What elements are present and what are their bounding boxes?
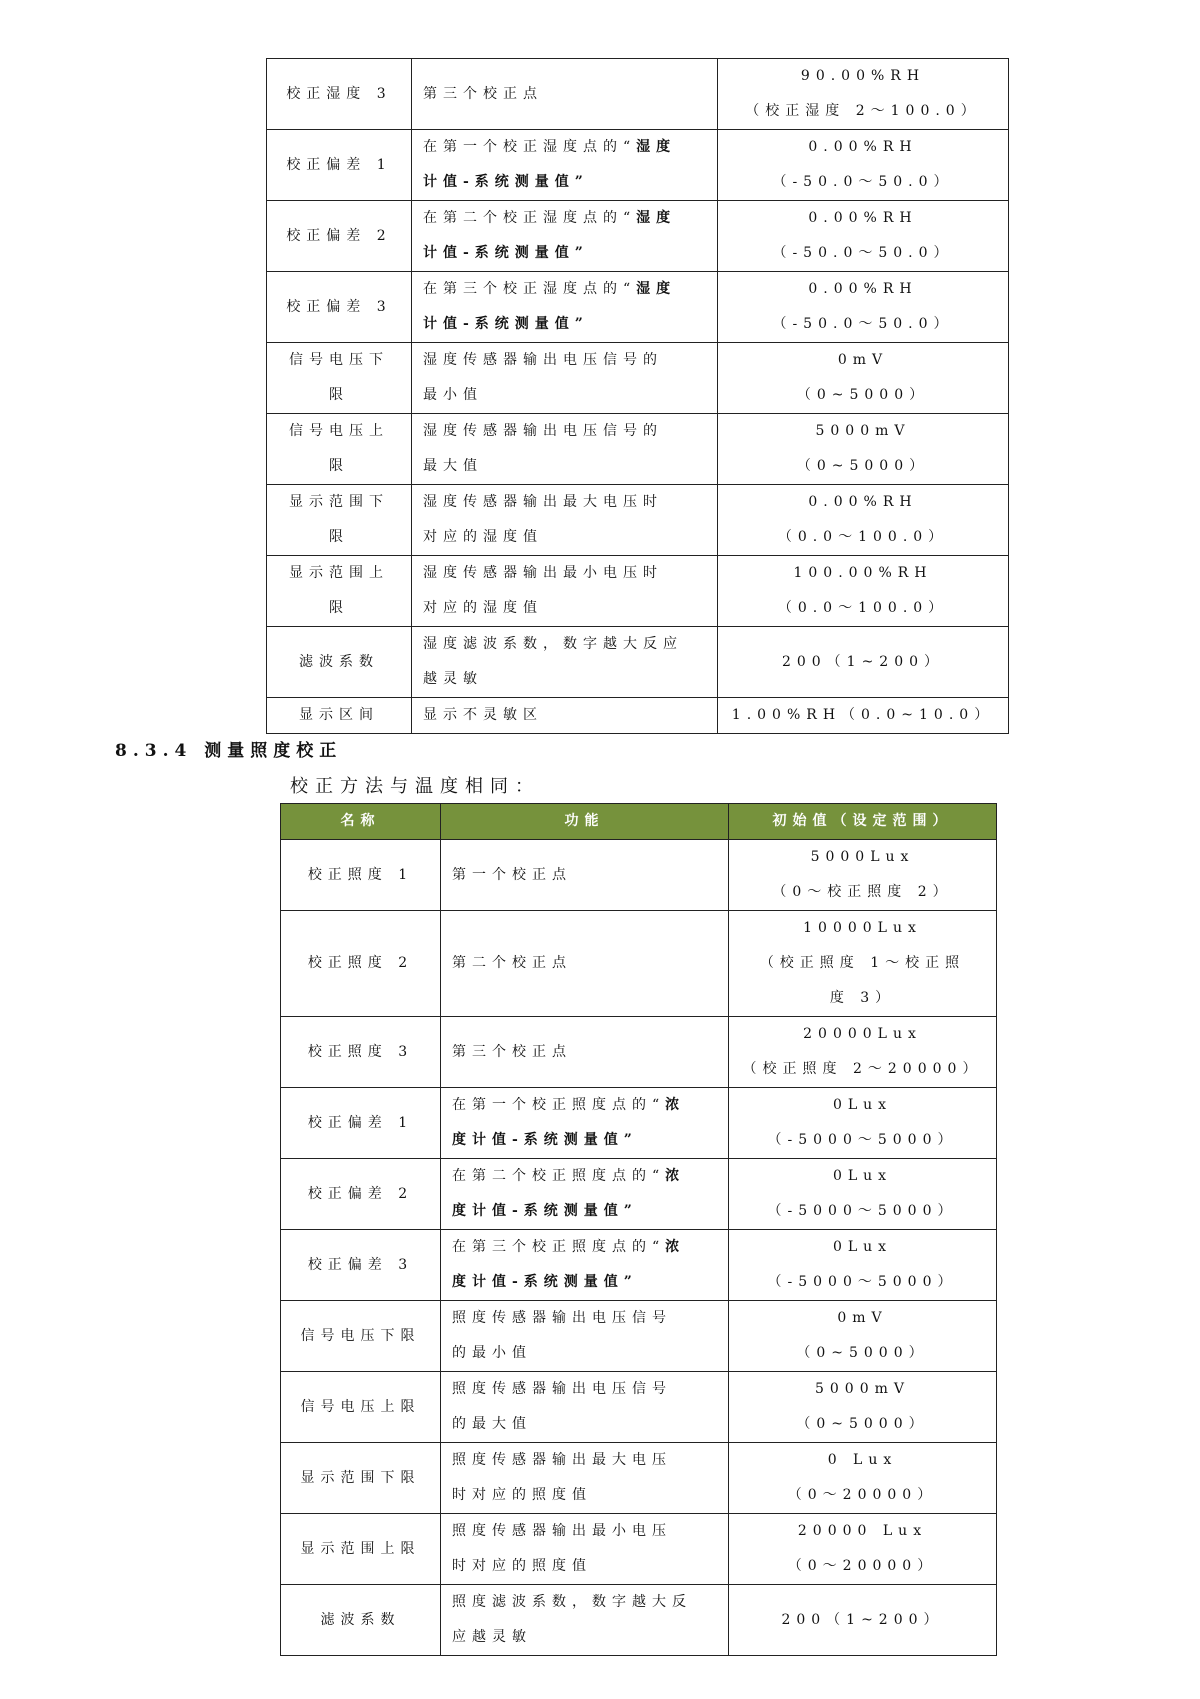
cell-line: 显示范围上限 <box>300 1540 421 1557</box>
cell-line: 0Lux <box>832 1239 893 1255</box>
cell-line: 信号电压上 <box>289 423 389 439</box>
cell-line <box>452 1194 728 1229</box>
cell-line: 显示区间 <box>299 707 379 723</box>
name-cell <box>267 414 412 485</box>
initial-value-cell <box>729 1372 997 1443</box>
name-cell <box>267 130 412 201</box>
cell-line <box>423 201 717 236</box>
cell-line: （0～20000） <box>787 1487 938 1503</box>
cell-line: 0Lux <box>832 1097 893 1113</box>
table-row <box>281 1443 997 1514</box>
cell-line: （校正湿度 2～100.0） <box>745 103 981 119</box>
cell-line <box>452 1035 728 1070</box>
cell-text: 湿度传感器输出电压信号的 <box>423 352 663 368</box>
cell-line: 信号电压下限 <box>300 1327 421 1344</box>
cell-line: （0.0～100.0） <box>777 529 949 545</box>
table-row <box>281 1585 997 1656</box>
cell-text-bold: 计值-系统测量值” <box>423 316 589 332</box>
function-cell <box>412 556 718 627</box>
initial-value-cell <box>729 1443 997 1514</box>
table-row <box>281 1514 997 1585</box>
cell-line <box>452 1585 728 1620</box>
cell-line <box>423 272 717 307</box>
cell-text: 第一个校正点 <box>452 866 572 883</box>
function-cell <box>412 59 718 130</box>
cell-line: 200（1~200） <box>781 653 945 670</box>
humidity-calibration-table <box>266 58 1009 734</box>
cell-text: 第三个校正点 <box>423 85 543 102</box>
name-cell <box>267 627 412 698</box>
cell-line <box>452 1620 728 1655</box>
function-cell <box>441 1585 729 1656</box>
cell-line <box>452 858 728 893</box>
cell-line <box>423 591 717 626</box>
cell-text: 在第一个校正照度点的“ <box>452 1097 666 1113</box>
cell-text: 照度传感器输出电压信号 <box>452 1310 672 1326</box>
cell-line: 90.00%RH <box>800 68 926 84</box>
table-row <box>267 698 1009 734</box>
cell-line: 0 Lux <box>827 1452 898 1468</box>
cell-line: （-5000～5000） <box>767 1132 958 1148</box>
cell-text: 对应的湿度值 <box>423 529 543 545</box>
cell-line: 校正照度 2 <box>307 955 414 971</box>
section-heading: 8.3.4 测量照度校正 <box>115 741 343 761</box>
table-row <box>281 911 997 1017</box>
cell-line: 0.00%RH <box>808 281 918 297</box>
cell-line: 5000mV <box>815 423 911 439</box>
cell-text: 时对应的照度值 <box>452 1487 592 1503</box>
name-cell <box>267 698 412 734</box>
cell-text: 对应的湿度值 <box>423 600 543 616</box>
table-row <box>267 59 1009 130</box>
cell-line <box>423 698 717 733</box>
function-cell <box>441 840 729 911</box>
function-cell <box>441 1372 729 1443</box>
cell-line: 校正偏差 3 <box>286 298 392 315</box>
initial-value-cell <box>729 840 997 911</box>
function-cell <box>441 1301 729 1372</box>
name-cell <box>267 201 412 272</box>
name-cell <box>267 343 412 414</box>
cell-line: 0mV <box>837 352 889 368</box>
cell-line <box>423 485 717 520</box>
cell-text: 湿度传感器输出最大电压时 <box>423 494 663 510</box>
cell-line: （-50.0～50.0） <box>772 245 954 261</box>
cell-line <box>423 165 717 200</box>
cell-line <box>452 1265 728 1300</box>
cell-text: 最小值 <box>423 387 483 403</box>
illuminance-calibration-table <box>280 803 997 1656</box>
cell-line: （-5000～5000） <box>767 1203 958 1219</box>
function-cell <box>441 911 729 1017</box>
cell-line: 校正偏差 1 <box>286 156 392 173</box>
name-cell <box>281 1372 441 1443</box>
cell-line: （-50.0～50.0） <box>772 174 954 190</box>
name-cell <box>281 1585 441 1656</box>
cell-line: （校正照度 1～校正照 <box>759 955 966 971</box>
cell-line <box>423 414 717 449</box>
cell-line <box>423 556 717 591</box>
cell-line: 0Lux <box>832 1168 893 1184</box>
humidity-table-body <box>267 59 1009 734</box>
initial-value-cell <box>729 1159 997 1230</box>
initial-value-cell <box>718 414 1009 485</box>
table-row <box>281 1088 997 1159</box>
table-row <box>281 1159 997 1230</box>
cell-line: 限 <box>329 529 349 545</box>
cell-line <box>452 1514 728 1549</box>
cell-text: 的最大值 <box>452 1416 532 1432</box>
name-cell <box>281 840 441 911</box>
initial-value-cell <box>718 556 1009 627</box>
cell-line <box>452 1372 728 1407</box>
cell-text: 在第三个校正照度点的“ <box>452 1239 666 1255</box>
cell-line: 20000 Lux <box>797 1523 928 1539</box>
cell-text: 越灵敏 <box>423 671 483 687</box>
initial-value-cell <box>718 272 1009 343</box>
name-cell <box>281 1301 441 1372</box>
cell-line <box>423 343 717 378</box>
cell-text: 应越灵敏 <box>452 1629 532 1645</box>
cell-text: 照度传感器输出电压信号 <box>452 1381 672 1397</box>
cell-line <box>452 1123 728 1158</box>
initial-value-cell <box>729 1301 997 1372</box>
function-cell <box>441 1514 729 1585</box>
name-cell <box>281 1159 441 1230</box>
cell-text-bold: 湿度 <box>636 210 677 226</box>
cell-line <box>423 378 717 413</box>
cell-text: 在第三个校正湿度点的“ <box>423 281 637 297</box>
cell-line <box>452 1230 728 1265</box>
initial-value-cell <box>718 485 1009 556</box>
table-row <box>267 343 1009 414</box>
cell-line <box>423 77 717 112</box>
cell-line: 校正偏差 2 <box>286 227 392 244</box>
cell-text-bold: 度计值-系统测量值” <box>452 1203 638 1219</box>
cell-line: 200（1~200） <box>781 1611 944 1628</box>
cell-text: 最大值 <box>423 458 483 474</box>
cell-text: 的最小值 <box>452 1345 532 1361</box>
cell-text-bold: 浓 <box>665 1168 686 1184</box>
cell-line: 校正照度 1 <box>307 866 414 883</box>
cell-text: 湿度传感器输出电压信号的 <box>423 423 663 439</box>
table-row <box>281 1017 997 1088</box>
initial-value-cell <box>718 130 1009 201</box>
function-cell <box>412 414 718 485</box>
cell-line: 显示范围下限 <box>300 1469 421 1486</box>
header-row <box>281 804 997 840</box>
name-cell <box>267 485 412 556</box>
cell-line <box>452 946 728 981</box>
cell-line: 10000Lux <box>803 920 922 936</box>
function-cell <box>441 1443 729 1514</box>
cell-text-bold: 湿度 <box>636 139 677 155</box>
initial-value-cell <box>729 911 997 1017</box>
cell-text-bold: 浓 <box>665 1097 686 1113</box>
cell-line: 100.00%RH <box>793 565 933 581</box>
cell-line: 0.00%RH <box>808 494 918 510</box>
function-cell <box>412 485 718 556</box>
cell-line: （-5000～5000） <box>767 1274 958 1290</box>
initial-value-cell <box>718 201 1009 272</box>
cell-text: 照度传感器输出最小电压 <box>452 1523 672 1539</box>
cell-line: 显示范围上 <box>289 565 389 581</box>
name-cell <box>281 1514 441 1585</box>
function-cell <box>412 698 718 734</box>
cell-line: 校正湿度 3 <box>286 85 392 102</box>
cell-line <box>423 627 717 662</box>
cell-line: 校正偏差 3 <box>307 1256 414 1273</box>
cell-line: 显示范围下 <box>289 494 389 510</box>
illuminance-table-body <box>281 840 997 1656</box>
cell-line: （校正照度 2～20000） <box>742 1061 983 1077</box>
table-row <box>267 556 1009 627</box>
initial-value-cell <box>718 343 1009 414</box>
name-cell <box>281 1017 441 1088</box>
cell-text-bold: 度计值-系统测量值” <box>452 1132 638 1148</box>
cell-text-bold: 度计值-系统测量值” <box>452 1274 638 1290</box>
cell-line: （0～校正照度 2） <box>772 884 953 900</box>
cell-line <box>423 130 717 165</box>
function-cell <box>412 343 718 414</box>
cell-text-bold: 计值-系统测量值” <box>423 245 589 261</box>
cell-text-bold: 计值-系统测量值” <box>423 174 589 190</box>
function-cell <box>412 272 718 343</box>
table-row <box>281 840 997 911</box>
function-cell <box>412 130 718 201</box>
initial-value-cell <box>729 1585 997 1656</box>
initial-value-cell <box>729 1017 997 1088</box>
cell-line <box>423 449 717 484</box>
initial-value-cell <box>729 1230 997 1301</box>
cell-line <box>452 1407 728 1442</box>
cell-text: 照度滤波系数，数字越大反 <box>452 1594 692 1610</box>
cell-line: 0mV <box>837 1310 888 1326</box>
cell-line: 校正偏差 1 <box>307 1114 414 1131</box>
function-cell <box>441 1159 729 1230</box>
cell-line <box>452 1443 728 1478</box>
initial-value-cell <box>729 1514 997 1585</box>
cell-line: 限 <box>329 387 349 403</box>
name-cell <box>281 1088 441 1159</box>
cell-line <box>423 662 717 697</box>
cell-text: 湿度滤波系数，数字越大反应 <box>423 636 683 652</box>
cell-text: 湿度传感器输出最小电压时 <box>423 565 663 581</box>
header-function: 功能 <box>441 804 729 840</box>
cell-text: 照度传感器输出最大电压 <box>452 1452 672 1468</box>
name-cell <box>281 1443 441 1514</box>
cell-line <box>452 1336 728 1371</box>
cell-line <box>452 1549 728 1584</box>
cell-line <box>452 1301 728 1336</box>
table-row <box>281 1372 997 1443</box>
cell-line: 滤波系数 <box>320 1611 401 1628</box>
table-row <box>267 201 1009 272</box>
cell-line: 校正照度 3 <box>307 1043 414 1060</box>
cell-line <box>423 307 717 342</box>
cell-line: （0.0～100.0） <box>777 600 949 616</box>
name-cell <box>281 911 441 1017</box>
cell-line: 0.00%RH <box>808 210 918 226</box>
intro-text: 校正方法与温度相同： <box>290 776 540 797</box>
cell-line: 5000mV <box>814 1381 910 1397</box>
cell-line: （0~5000） <box>796 1416 929 1432</box>
cell-text-bold: 湿度 <box>636 281 677 297</box>
function-cell <box>441 1230 729 1301</box>
cell-text: 第三个校正点 <box>452 1043 572 1060</box>
cell-line: 1.00%RH（0.0~10.0） <box>731 707 995 723</box>
cell-line: 0.00%RH <box>808 139 918 155</box>
cell-line <box>423 236 717 271</box>
initial-value-cell <box>718 627 1009 698</box>
cell-line: 度 3） <box>829 990 896 1006</box>
cell-line: 20000Lux <box>803 1026 922 1042</box>
cell-text: 在第二个校正照度点的“ <box>452 1168 666 1184</box>
function-cell <box>412 627 718 698</box>
cell-line: 校正偏差 2 <box>307 1185 414 1202</box>
cell-text-bold: 浓 <box>665 1239 686 1255</box>
function-cell <box>441 1088 729 1159</box>
table-row <box>267 272 1009 343</box>
cell-line: 信号电压上限 <box>300 1398 421 1415</box>
cell-text: 第二个校正点 <box>452 955 572 971</box>
table-row <box>267 627 1009 698</box>
function-cell <box>441 1017 729 1088</box>
cell-line <box>423 520 717 555</box>
cell-line <box>452 1159 728 1194</box>
cell-line <box>452 1088 728 1123</box>
cell-text: 显示不灵敏区 <box>423 707 543 723</box>
initial-value-cell <box>718 59 1009 130</box>
name-cell <box>267 556 412 627</box>
name-cell <box>267 272 412 343</box>
cell-line: 滤波系数 <box>299 653 379 670</box>
cell-line: （0~5000） <box>796 458 930 474</box>
initial-value-cell <box>729 1088 997 1159</box>
table-row <box>267 485 1009 556</box>
header-name: 名称 <box>281 804 441 840</box>
name-cell <box>281 1230 441 1301</box>
cell-line <box>452 1478 728 1513</box>
cell-text: 在第一个校正湿度点的“ <box>423 139 637 155</box>
cell-line: 限 <box>329 458 349 474</box>
table-row <box>267 414 1009 485</box>
table-row <box>281 1301 997 1372</box>
initial-value-cell <box>718 698 1009 734</box>
cell-line: （0~5000） <box>796 1345 929 1361</box>
cell-text: 时对应的照度值 <box>452 1558 592 1574</box>
header-initial-value: 初始值（设定范围） <box>729 804 997 840</box>
function-cell <box>412 201 718 272</box>
cell-line: 信号电压下 <box>289 352 389 368</box>
cell-line: 限 <box>329 600 349 616</box>
table-row <box>267 130 1009 201</box>
cell-line: （0～20000） <box>787 1558 938 1574</box>
table-row <box>281 1230 997 1301</box>
cell-line: （-50.0～50.0） <box>772 316 954 332</box>
cell-line: 5000Lux <box>810 849 915 865</box>
name-cell <box>267 59 412 130</box>
cell-line: （0~5000） <box>796 387 930 403</box>
cell-text: 在第二个校正湿度点的“ <box>423 210 637 226</box>
